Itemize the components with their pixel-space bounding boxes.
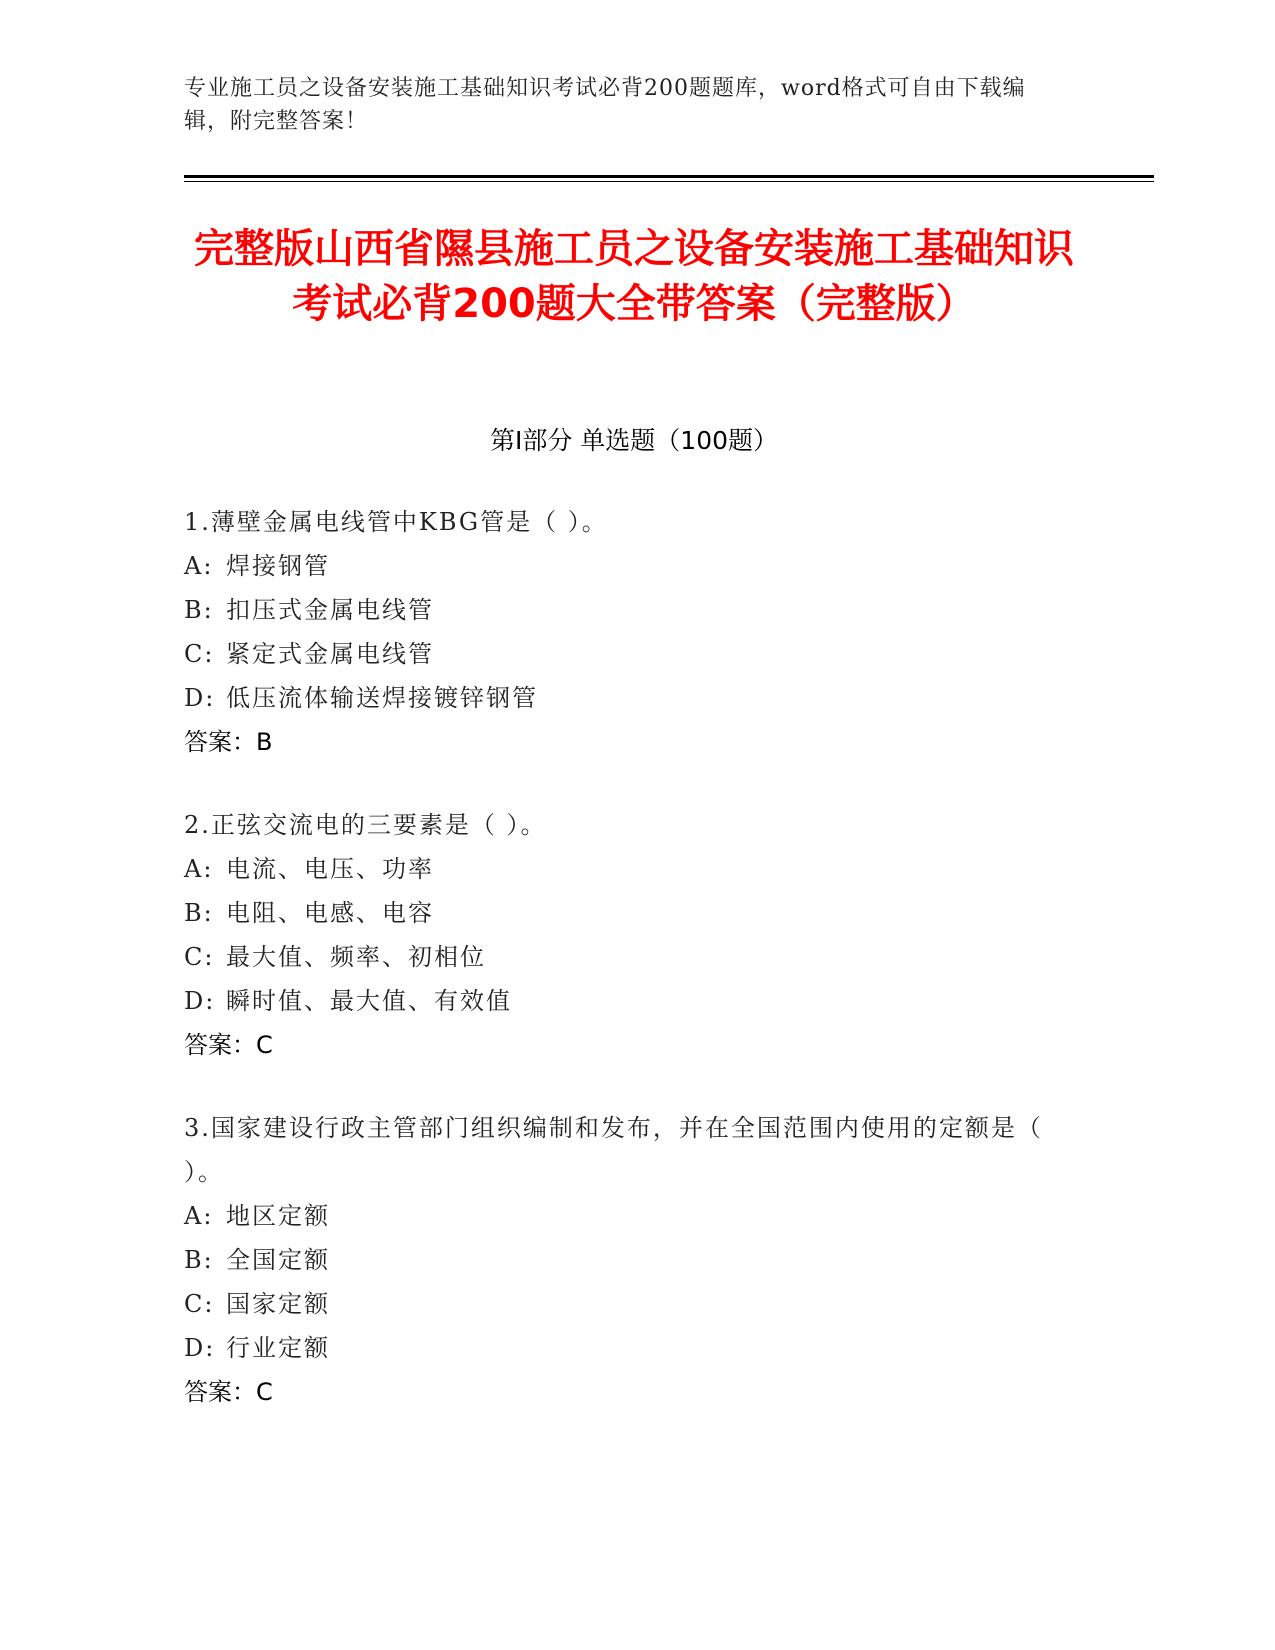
option-text: 地区定额 bbox=[226, 1202, 330, 1230]
option-text: 行业定额 bbox=[226, 1334, 330, 1362]
option-b bbox=[184, 588, 1084, 632]
option-a bbox=[184, 1194, 1084, 1238]
option-letter: D: bbox=[184, 684, 216, 712]
option-letter: D: bbox=[184, 1334, 216, 1362]
option-text: 电流、电压、功率 bbox=[226, 855, 434, 883]
option-letter: D: bbox=[184, 987, 216, 1015]
option-text: 瞬时值、最大值、有效值 bbox=[226, 987, 512, 1015]
option-letter: B: bbox=[184, 899, 214, 927]
option-text: 最大值、频率、初相位 bbox=[226, 943, 486, 971]
question-1 bbox=[184, 500, 1084, 764]
option-text: 紧定式金属电线管 bbox=[226, 640, 434, 668]
answer: 答案：C bbox=[184, 1378, 273, 1406]
answer: 答案：C bbox=[184, 1031, 273, 1059]
option-a bbox=[184, 544, 1084, 588]
option-b bbox=[184, 1238, 1084, 1282]
header-rule-thick bbox=[184, 175, 1154, 178]
option-b bbox=[184, 891, 1084, 935]
option-letter: A: bbox=[184, 855, 214, 883]
option-d bbox=[184, 1326, 1084, 1370]
option-c bbox=[184, 632, 1084, 676]
question-text: 2.正弦交流电的三要素是（ ）。 bbox=[184, 811, 547, 839]
option-letter: A: bbox=[184, 552, 214, 580]
question-3 bbox=[184, 1106, 1084, 1414]
option-text: 焊接钢管 bbox=[226, 552, 330, 580]
option-c bbox=[184, 1282, 1084, 1326]
option-text: 国家定额 bbox=[226, 1290, 330, 1318]
option-a bbox=[184, 847, 1084, 891]
section-title: 第I部分 单选题（100题） bbox=[489, 426, 779, 455]
option-text: 电阻、电感、电容 bbox=[226, 899, 434, 927]
question-text: 3.国家建设行政主管部门组织编制和发布，并在全国范围内使用的定额是（ ）。 bbox=[184, 1114, 1043, 1186]
question-text: 1.薄壁金属电线管中KBG管是（ ）。 bbox=[184, 508, 608, 536]
document-title: 完整版山西省隰县施工员之设备安装施工基础知识考试必背200题大全带答案（完整版） bbox=[194, 226, 1074, 327]
option-letter: A: bbox=[184, 1202, 214, 1230]
option-d bbox=[184, 676, 1084, 720]
option-text: 扣压式金属电线管 bbox=[226, 596, 434, 624]
option-d bbox=[184, 979, 1084, 1023]
option-letter: C: bbox=[184, 640, 215, 668]
option-letter: B: bbox=[184, 596, 214, 624]
option-letter: C: bbox=[184, 1290, 215, 1318]
option-text: 低压流体输送焊接镀锌钢管 bbox=[226, 684, 538, 712]
answer: 答案：B bbox=[184, 728, 273, 756]
question-list bbox=[184, 500, 1084, 1453]
option-letter: C: bbox=[184, 943, 215, 971]
header-rule-thin bbox=[184, 181, 1154, 182]
option-text: 全国定额 bbox=[226, 1246, 330, 1274]
option-letter: B: bbox=[184, 1246, 214, 1274]
header-note: 专业施工员之设备安装施工基础知识考试必背200题题库，word格式可自由下载编辑，附完整答案！ bbox=[184, 76, 1026, 134]
option-c bbox=[184, 935, 1084, 979]
question-2 bbox=[184, 803, 1084, 1067]
